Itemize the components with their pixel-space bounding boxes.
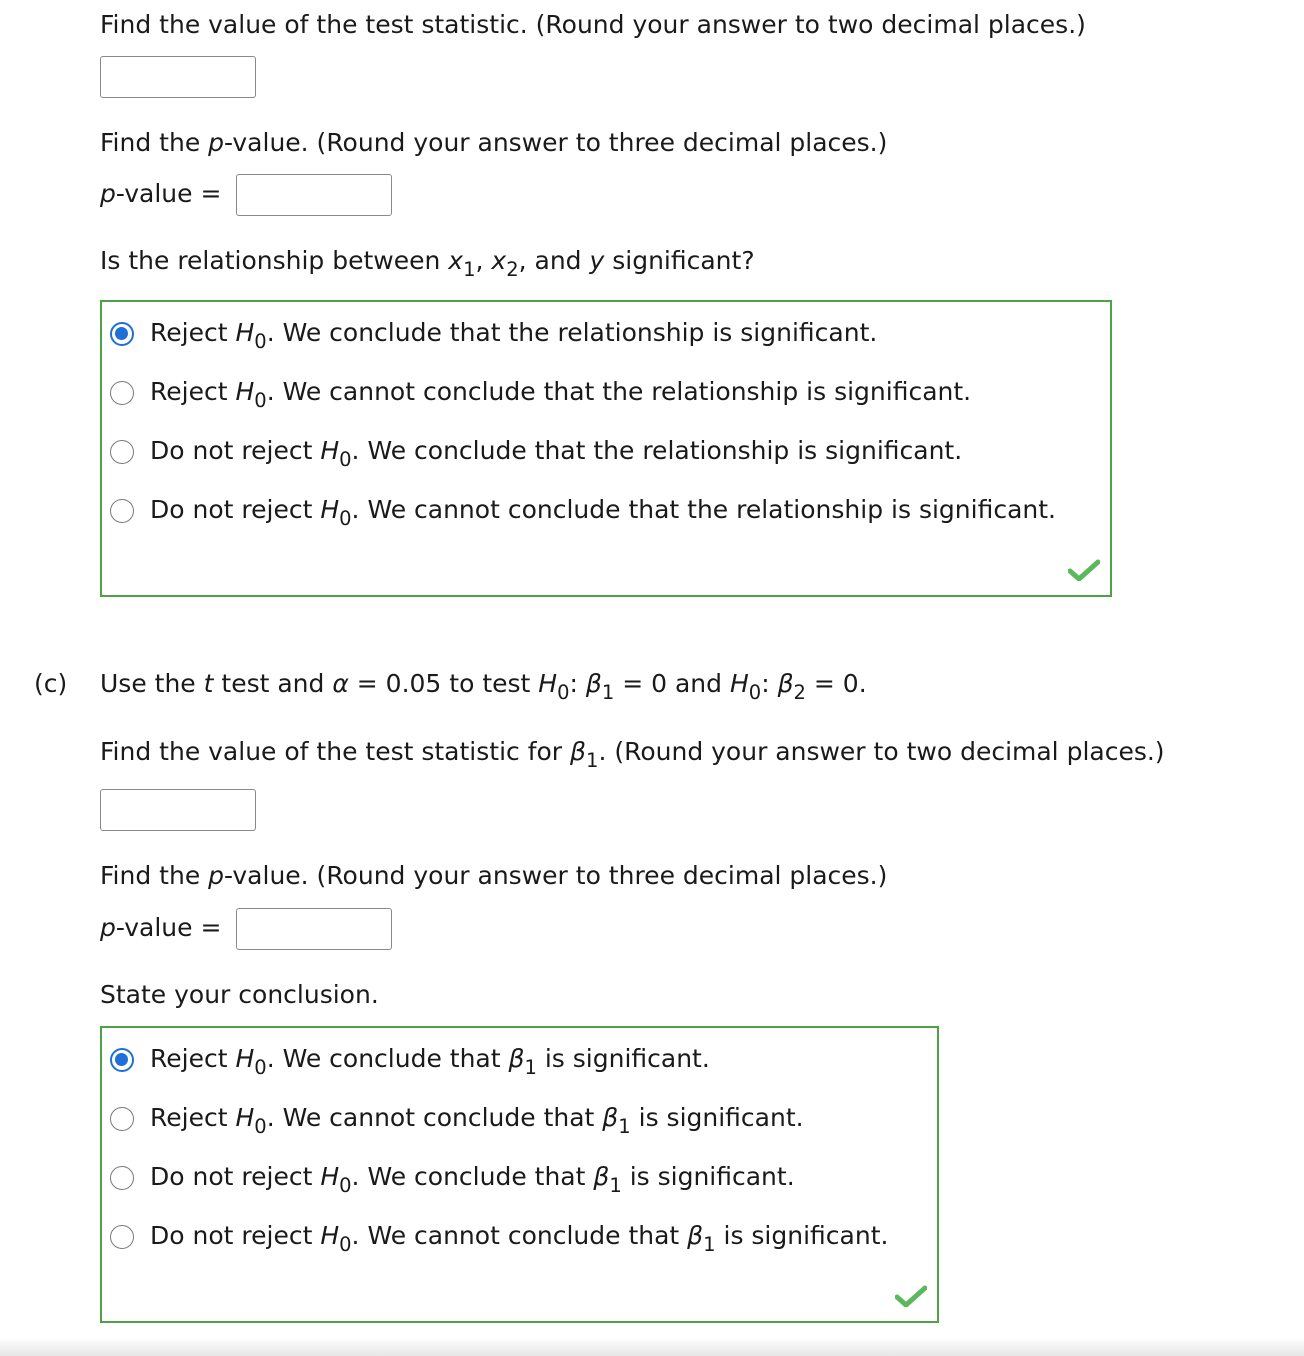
choice-label: Do not reject $H_0$. We cannot conclude that the relationship is significant. xyxy=(150,495,1056,530)
pvalue-input-c[interactable] xyxy=(236,908,392,950)
radio-button[interactable] xyxy=(110,381,134,405)
test-stat-input[interactable] xyxy=(100,56,256,98)
beta1-test-stat-input[interactable] xyxy=(100,789,256,831)
choice-reject-conclude[interactable] xyxy=(110,314,1102,354)
pvalue-label: p-value = xyxy=(100,179,222,208)
choice-not-reject-conclude-beta1[interactable] xyxy=(110,1158,929,1198)
pvalue-prompt-c: Find the p-value. (Round your answer to three decimal places.) xyxy=(100,861,888,890)
choice-reject-conclude-beta1[interactable] xyxy=(110,1040,929,1080)
choice-not-reject-cannot-conclude-beta1[interactable] xyxy=(110,1217,929,1257)
radio-button[interactable] xyxy=(110,499,134,523)
checkmark-icon xyxy=(895,1285,927,1307)
page-bottom-shadow xyxy=(0,1338,1304,1356)
beta1-test-stat-prompt: Find the value of the test statistic for $\beta_1$. (Round your answer to two decimal places.) xyxy=(100,737,1165,772)
choice-label: Do not reject $H_0$. We cannot conclude that $\beta_1$ is significant. xyxy=(150,1221,889,1256)
test-stat-prompt: Find the value of the test statistic. (Round your answer to two decimal places.) xyxy=(100,10,1086,39)
conclusion-choice-group xyxy=(100,1026,939,1323)
radio-button[interactable] xyxy=(110,1225,134,1249)
radio-button[interactable] xyxy=(110,1166,134,1190)
choice-label: Do not reject $H_0$. We conclude that $\beta_1$ is significant. xyxy=(150,1162,795,1197)
radio-button[interactable] xyxy=(110,440,134,464)
choice-reject-cannot-conclude-beta1[interactable] xyxy=(110,1099,929,1139)
choice-label: Reject $H_0$. We cannot conclude that the relationship is significant. xyxy=(150,377,972,412)
choice-label: Do not reject $H_0$. We conclude that the relationship is significant. xyxy=(150,436,963,471)
part-c-intro: Use the t test and α = 0.05 to test $H_0$: $\beta_1 = 0$ and $H_0$: $\beta_2 = 0$. xyxy=(100,669,867,704)
choice-label: Reject $H_0$. We conclude that the relationship is significant. xyxy=(150,318,878,353)
part-c-label: (c) xyxy=(34,669,68,698)
pvalue-input[interactable] xyxy=(236,174,392,216)
choice-not-reject-cannot-conclude[interactable] xyxy=(110,491,1102,531)
choice-label: Reject $H_0$. We conclude that $\beta_1$ is significant. xyxy=(150,1044,710,1079)
conclusion-prompt: State your conclusion. xyxy=(100,980,379,1009)
radio-button[interactable] xyxy=(110,1107,134,1131)
significance-question: Is the relationship between $x_1$, $x_2$, and y significant? xyxy=(100,246,755,281)
radio-button-selected[interactable] xyxy=(110,322,134,346)
radio-button-selected[interactable] xyxy=(110,1048,134,1072)
relationship-choice-group xyxy=(100,300,1112,597)
pvalue-prompt: Find the p-value. (Round your answer to three decimal places.) xyxy=(100,128,888,157)
choice-not-reject-conclude[interactable] xyxy=(110,432,1102,472)
choice-reject-cannot-conclude[interactable] xyxy=(110,373,1102,413)
choice-label: Reject $H_0$. We cannot conclude that $\beta_1$ is significant. xyxy=(150,1103,804,1138)
checkmark-icon xyxy=(1068,559,1100,581)
pvalue-label-c: p-value = xyxy=(100,913,222,942)
